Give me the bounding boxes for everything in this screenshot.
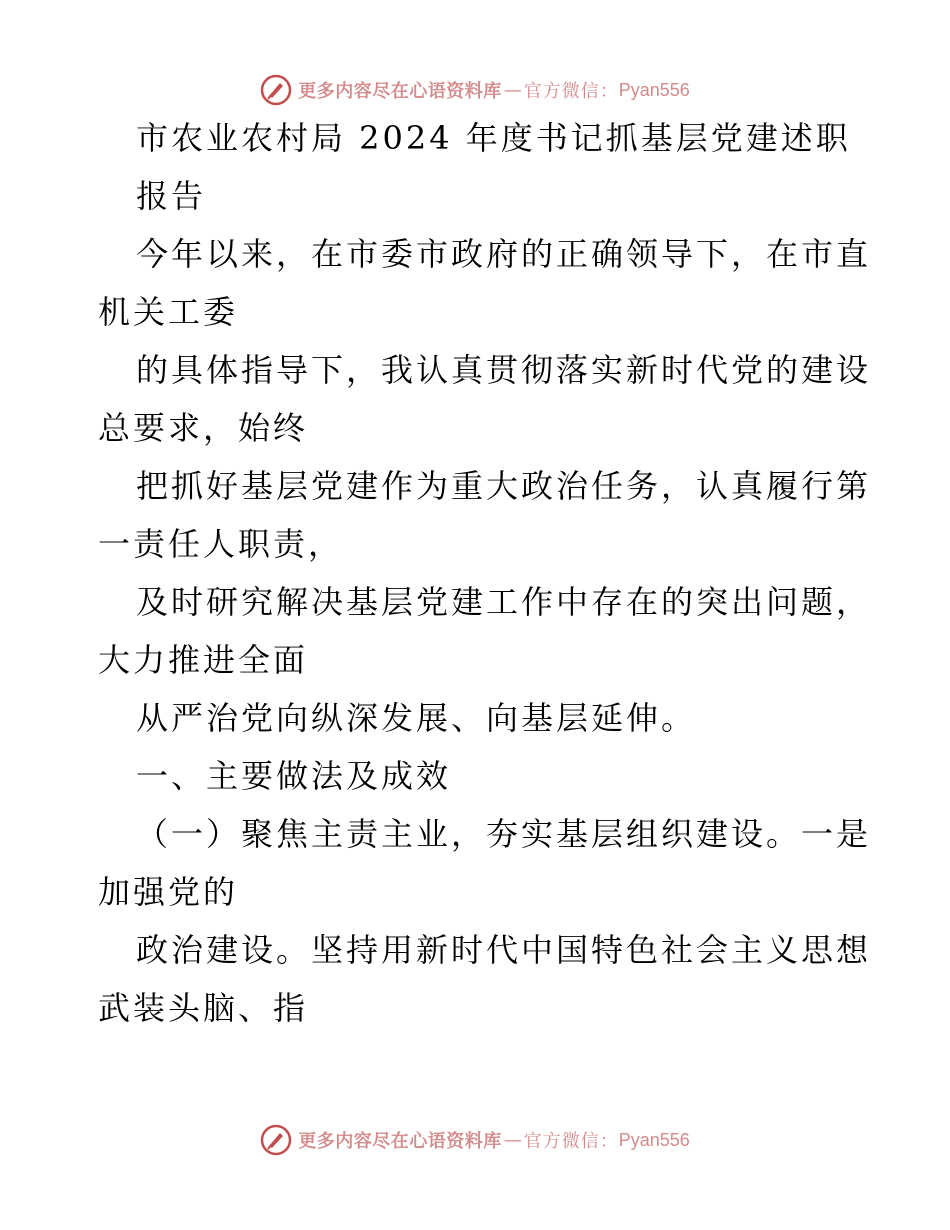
watermark-separator: — bbox=[503, 79, 522, 101]
document-body bbox=[98, 119, 872, 1050]
quill-logo-icon bbox=[260, 1124, 292, 1156]
paragraph-line: 武装头脑、指 bbox=[98, 989, 309, 1027]
watermark-wechat-label: 官方微信： bbox=[523, 81, 619, 102]
paragraph-line: 报告 bbox=[136, 177, 207, 215]
paragraph-line: 一责任人职责， bbox=[98, 525, 344, 563]
paragraph-line: 总要求，始终 bbox=[98, 409, 309, 447]
paragraph-line: 及时研究解决基层党建工作中存在的突出问题， bbox=[136, 583, 872, 621]
watermark-wechat-id: Pyan556 bbox=[618, 79, 690, 100]
paragraph-line: 机关工委 bbox=[98, 293, 239, 331]
paragraph-line: 的具体指导下，我认真贯彻落实新时代党的建设 bbox=[136, 351, 872, 389]
watermark-wechat-id: Pyan556 bbox=[618, 1129, 690, 1150]
paragraph-line: 市农业农村局 2024 年度书记抓基层党建述职 bbox=[136, 119, 851, 157]
paragraph-line: 今年以来，在市委市政府的正确领导下，在市直 bbox=[136, 235, 872, 273]
header-watermark bbox=[0, 70, 950, 110]
watermark-main-text: 更多内容尽在心语资料库 bbox=[298, 1131, 502, 1152]
paragraph-line: 大力推进全面 bbox=[98, 641, 309, 679]
quill-logo-icon bbox=[260, 74, 292, 106]
paragraph-line: 加强党的 bbox=[98, 873, 239, 911]
paragraph-line: 把抓好基层党建作为重大政治任务，认真履行第 bbox=[136, 467, 872, 505]
paragraph-line: 政治建设。坚持用新时代中国特色社会主义思想 bbox=[136, 931, 872, 969]
watermark-separator: — bbox=[503, 1129, 522, 1151]
paragraph-line: （一）聚焦主责主业，夯实基层组织建设。一是 bbox=[136, 815, 872, 853]
footer-watermark bbox=[0, 1120, 950, 1160]
paragraph-line: 从严治党向纵深发展、向基层延伸。 bbox=[136, 699, 697, 737]
watermark-wechat-label: 官方微信： bbox=[523, 1131, 619, 1152]
watermark-main-text: 更多内容尽在心语资料库 bbox=[298, 81, 502, 102]
paragraph-line: 一、主要做法及成效 bbox=[136, 757, 452, 795]
